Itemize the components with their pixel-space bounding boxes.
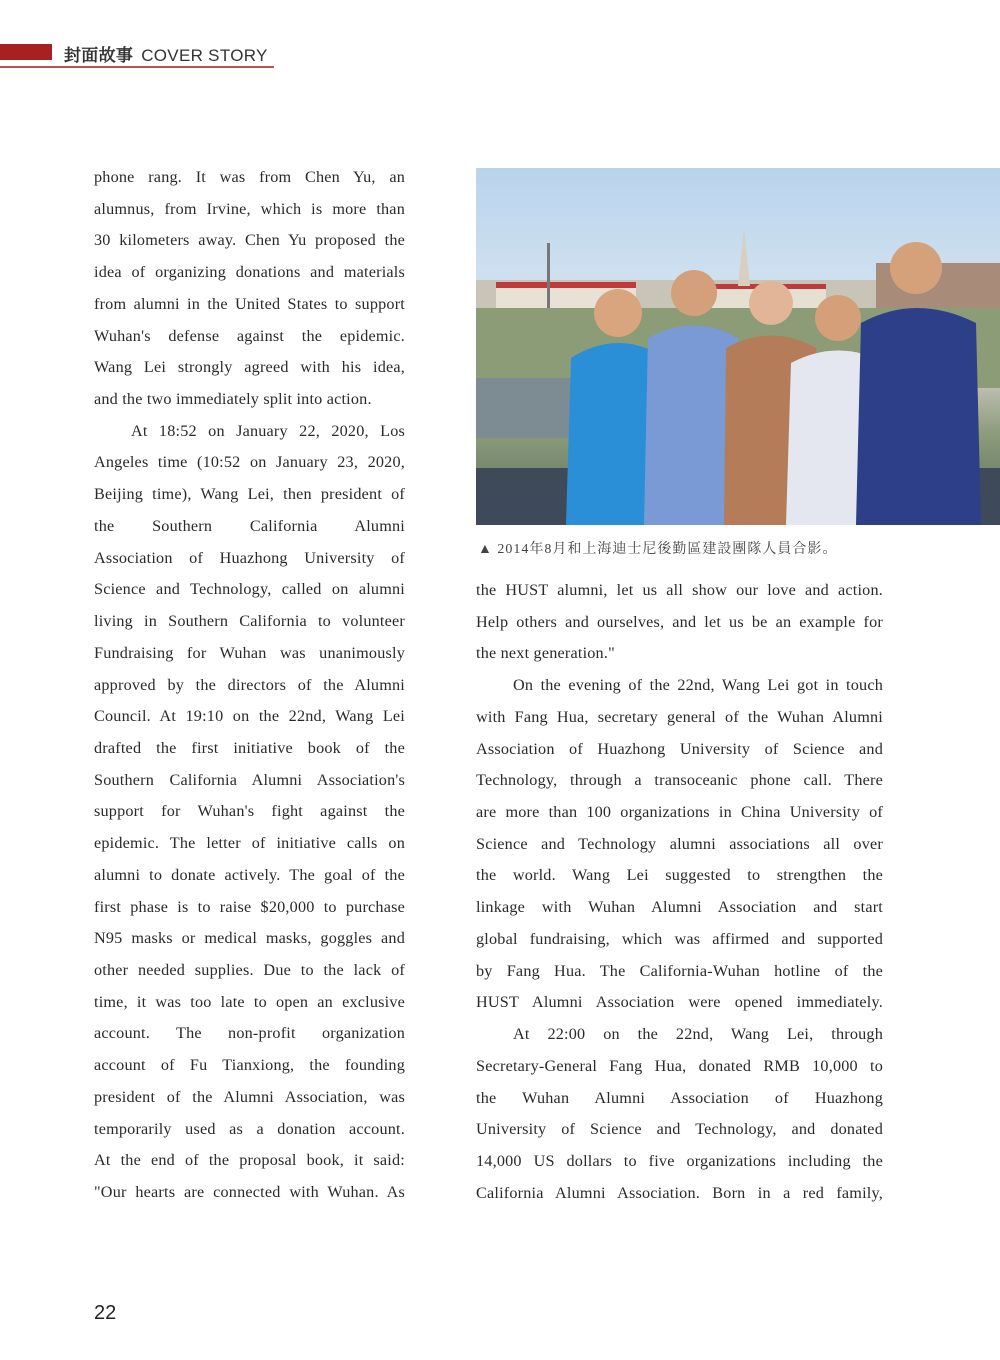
text-line: Southern California Alumni Association's bbox=[94, 770, 405, 789]
text-line: Help others and ourselves, and let us be an example for bbox=[476, 612, 883, 631]
header-rule bbox=[0, 66, 274, 68]
text-line: support for Wuhan's fight against the bbox=[94, 802, 405, 821]
text-line: are more than 100 organizations in China University of bbox=[476, 803, 883, 822]
text-line: the Wuhan Alumni Association of Huazhong bbox=[476, 1088, 883, 1107]
text-line: with Fang Hua, secretary general of the Wuhan Alumni bbox=[476, 707, 883, 726]
text-line: time, it was too late to open an exclusive bbox=[94, 992, 405, 1011]
text-line: Fundraising for Wuhan was unanimously bbox=[94, 643, 405, 662]
text-line: Technology, through a transoceanic phone call. There bbox=[476, 771, 883, 790]
text-line: Angeles time (10:52 on January 23, 2020, bbox=[94, 453, 405, 472]
text-line: by Fang Hua. The California-Wuhan hotline of the bbox=[476, 961, 883, 980]
text-line: first phase is to raise $20,000 to purchase bbox=[94, 897, 405, 916]
text-line: from alumni in the United States to support bbox=[94, 294, 405, 313]
page-number: 22 bbox=[94, 1302, 117, 1324]
text-line: idea of organizing donations and materials bbox=[94, 263, 405, 282]
text-line: N95 masks or medical masks, goggles and bbox=[94, 929, 405, 948]
text-line: alumnus, from Irvine, which is more than bbox=[94, 199, 405, 218]
text-line: At 18:52 on January 22, 2020, Los bbox=[131, 421, 405, 440]
text-line: living in Southern California to volunteer bbox=[94, 612, 405, 631]
text-line: Association of Huazhong University of Science and bbox=[476, 739, 883, 758]
text-line: temporarily used as a donation account. bbox=[94, 1119, 405, 1138]
text-line: On the evening of the 22nd, Wang Lei got in touch bbox=[513, 676, 883, 695]
text-line: Secretary-General Fang Hua, donated RMB 10,000 to bbox=[476, 1056, 883, 1075]
text-line: University of Science and Technology, and donated bbox=[476, 1120, 883, 1139]
text-line: the next generation." bbox=[476, 644, 615, 663]
text-line: epidemic. The letter of initiative calls on bbox=[94, 834, 405, 853]
text-line: At 22:00 on the 22nd, Wang Lei, through bbox=[513, 1025, 883, 1044]
photo-caption: ▲ 2014年8月和上海迪士尼後勤區建設團隊人員合影。 bbox=[478, 542, 838, 557]
text-line: global fundraising, which was affirmed and supported bbox=[476, 929, 883, 948]
text-line: the Southern California Alumni bbox=[94, 516, 405, 535]
text-line: At the end of the proposal book, it said: bbox=[94, 1151, 405, 1170]
text-line: account. The non-profit organization bbox=[94, 1024, 405, 1043]
text-line: account of Fu Tianxiong, the founding bbox=[94, 1056, 405, 1075]
section-header bbox=[64, 41, 268, 66]
text-line: 30 kilometers away. Chen Yu proposed the bbox=[94, 231, 405, 250]
text-line: Association of Huazhong University of bbox=[94, 548, 405, 567]
text-line: Science and Technology alumni associations all over bbox=[476, 834, 883, 853]
text-line: other needed supplies. Due to the lack of bbox=[94, 961, 405, 979]
text-line: approved by the directors of the Alumni bbox=[94, 675, 405, 694]
text-line: California Alumni Association. Born in a red family, bbox=[476, 1183, 883, 1202]
text-line: Science and Technology, called on alumni bbox=[94, 580, 405, 599]
text-line: drafted the first initiative book of the bbox=[94, 738, 405, 757]
text-line: Council. At 19:10 on the 22nd, Wang Lei bbox=[94, 707, 405, 726]
text-line: alumni to donate actively. The goal of the bbox=[94, 865, 405, 884]
text-line: Wang Lei strongly agreed with his idea, bbox=[94, 358, 405, 377]
text-line: linkage with Wuhan Alumni Association and start bbox=[476, 898, 883, 917]
header-accent-bar bbox=[0, 44, 52, 60]
text-line: Wuhan's defense against the epidemic. bbox=[94, 326, 405, 345]
text-line: the world. Wang Lei suggested to strengthen the bbox=[476, 866, 883, 885]
text-line: the HUST alumni, let us all show our love and action. bbox=[476, 581, 883, 599]
text-line: 14,000 US dollars to five organizations including the bbox=[476, 1151, 883, 1170]
text-line: phone rang. It was from Chen Yu, an bbox=[94, 168, 405, 186]
text-line: "Our hearts are connected with Wuhan. As bbox=[94, 1183, 405, 1202]
section-title-en: COVER STORY bbox=[141, 46, 268, 65]
section-title-cn: 封面故事 bbox=[64, 46, 134, 65]
text-line: president of the Alumni Association, was bbox=[94, 1087, 405, 1106]
text-line: Beijing time), Wang Lei, then president of bbox=[94, 485, 405, 504]
text-line: HUST Alumni Association were opened immediately. bbox=[476, 993, 883, 1012]
text-line: and the two immediately split into action. bbox=[94, 390, 372, 409]
group-photo bbox=[476, 168, 1000, 525]
